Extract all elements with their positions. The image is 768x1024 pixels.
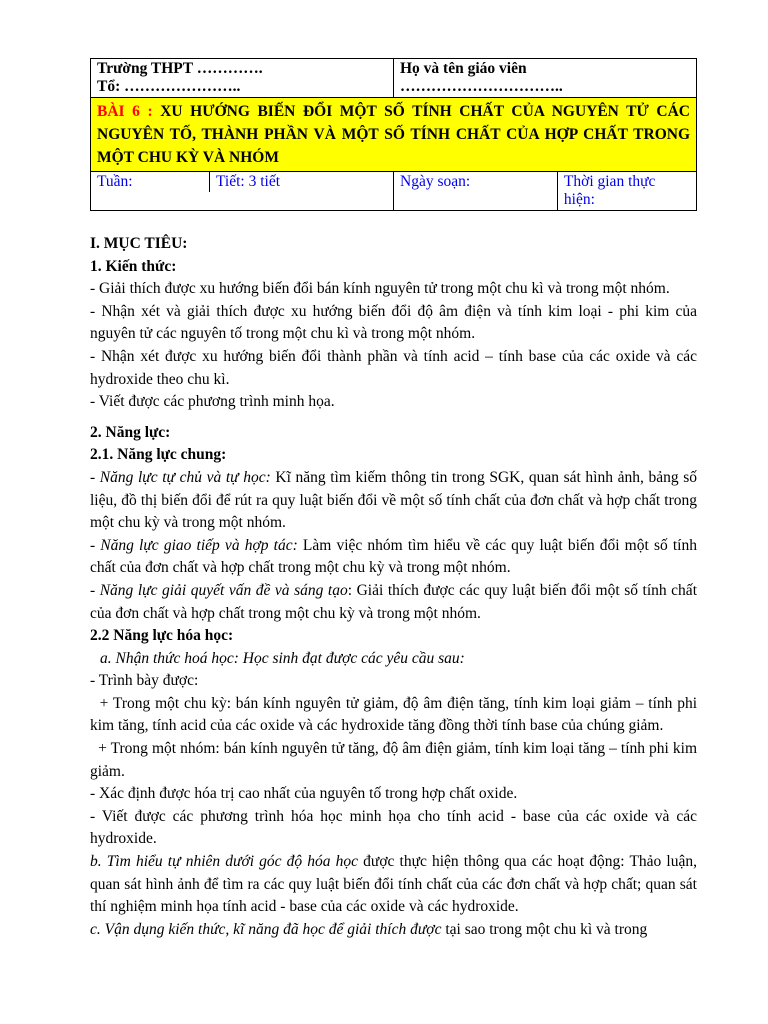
- present-label: - Trình bày được:: [90, 672, 199, 690]
- chem-item: - Viết được các phương trình hóa học minh họa cho tính acid - base của các oxide và các hydroxide.: [90, 807, 697, 848]
- general-competence-heading: 2.1. Năng lực chung:: [90, 446, 227, 464]
- chem-b: b. Tìm hiểu tự nhiên dưới góc độ hóa học được thực hiện thông qua các hoạt động: Thảo luận, quan sát hình ảnh để tìm ra các quy luật biến đổi tính chất của các đơn chất và hợp chất; quan sát thí nghiệm minh họa tính acid - base của các oxide và các hydroxide.: [90, 853, 697, 916]
- group-label: Tổ: …………………..: [97, 78, 241, 95]
- chem-c: c. Vận dụng kiến thức, kĩ năng đã học để giải thích được tại sao trong một chu kì và trong: [90, 920, 648, 938]
- general-item: - Năng lực giải quyết vấn đề và sáng tạo: Giải thích được các quy luật biến đổi một số tính chất của đơn chất và hợp chất trong một chu kỳ và trong một nhóm.: [90, 581, 697, 622]
- chem-a: a. Nhận thức hoá học: Học sinh đạt được các yêu cầu sau:: [100, 649, 465, 667]
- lesson-plan-page: [90, 58, 697, 941]
- knowledge-item: - Nhận xét và giải thích được xu hướng biến đổi độ âm điện và tính kim loại - phi kim của nguyên tử các nguyên tố trong một chu kì và trong một nhóm.: [90, 302, 697, 343]
- teacher-dots: …………………………..: [400, 78, 563, 95]
- teacher-cell: [394, 59, 697, 98]
- content: [90, 233, 697, 941]
- knowledge-item: - Nhận xét được xu hướng biến đổi thành phần và tính acid – tính base của các oxide và các hydroxide theo chu kì.: [90, 347, 697, 388]
- objectives-heading: I. MỤC TIÊU:: [90, 235, 188, 252]
- header-table: [90, 58, 697, 211]
- lesson-title: XU HƯỚNG BIẾN ĐỔI MỘT SỐ TÍNH CHẤT CỦA NGUYÊN TỬ CÁC NGUYÊN TỐ, THÀNH PHẦN VÀ MỘT SỐ TÍNH CHẤT CỦA HỢP CHẤT TRONG MỘT CHU KỲ VÀ NHÓM: [97, 103, 690, 166]
- week-cell: Tuần:: [91, 172, 210, 192]
- lesson-number: BÀI 6 :: [97, 103, 153, 120]
- time-cell: Thời gian thực hiện:: [557, 172, 696, 211]
- teacher-label: Họ và tên giáo viên: [400, 60, 527, 77]
- period-cell: Tiết: 3 tiết: [216, 173, 281, 190]
- knowledge-item: - Viết được các phương trình minh họa.: [90, 393, 335, 411]
- chem-competence-heading: 2.2 Năng lực hóa học:: [90, 627, 234, 645]
- knowledge-item: - Giải thích được xu hướng biến đổi bán kính nguyên tử trong một chu kì và trong một nhóm.: [90, 280, 670, 298]
- competence-heading: 2. Năng lực:: [90, 423, 171, 441]
- school-cell: [91, 59, 394, 98]
- knowledge-heading: 1. Kiến thức:: [90, 257, 177, 275]
- present-item: + Trong một nhóm: bán kính nguyên tử tăng, độ âm điện giảm, tính kim loại tăng – tính phi kim giảm.: [90, 740, 698, 780]
- general-item: - Năng lực tự chủ và tự học: Kĩ năng tìm kiếm thông tin trong SGK, quan sát hình ảnh, bảng số liệu, đồ thị biến đổi để rút ra quy luật biến đổi về một số tính chất của đơn chất và hợp chất trong một chu kỳ và trong một nhóm.: [90, 468, 697, 532]
- prep-date-cell: Ngày soạn:: [394, 172, 558, 211]
- week-period-cell: [91, 172, 394, 211]
- general-item: - Năng lực giao tiếp và hợp tác: Làm việc nhóm tìm hiểu về các quy luật biến đổi một số tính chất của đơn chất và hợp chất trong một chu kỳ và trong một nhóm.: [90, 536, 697, 577]
- chem-item: - Xác định được hóa trị cao nhất của nguyên tố trong hợp chất oxide.: [90, 785, 518, 803]
- lesson-title-cell: [91, 98, 697, 172]
- school-label: Trường THPT ………….: [97, 60, 263, 77]
- present-item: + Trong một chu kỳ: bán kính nguyên tử giảm, độ âm điện tăng, tính kim loại giảm – tính phi kim tăng, tính acid của các oxide và các hydroxide tăng đồng thời tính base của chúng giảm.: [90, 694, 697, 735]
